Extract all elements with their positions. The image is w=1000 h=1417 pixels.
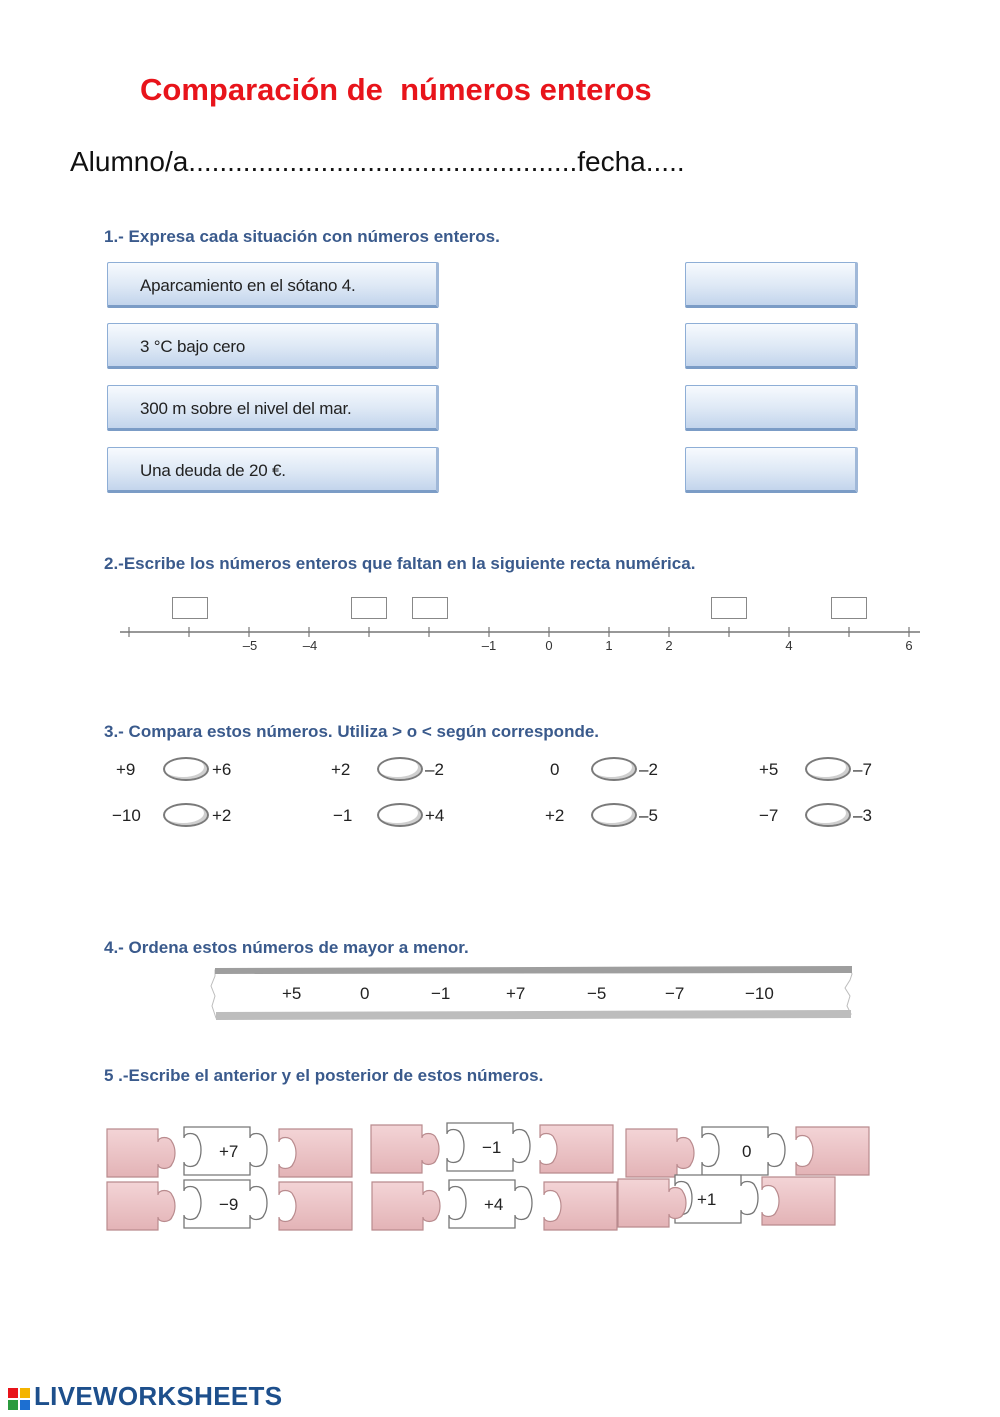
puzzle-answer-before[interactable] (370, 1124, 450, 1174)
compare-right-number: –2 (639, 760, 658, 779)
number-line-label: 6 (905, 638, 913, 653)
logo-icon (8, 1386, 30, 1408)
puzzle-answer-before[interactable] (106, 1128, 186, 1178)
number-line-input-box[interactable] (351, 597, 387, 619)
puzzle-answer-after[interactable] (539, 1124, 615, 1174)
compare-left-number: +9 (116, 760, 136, 779)
puzzle-answer-after[interactable] (278, 1128, 354, 1178)
order-number: +7 (506, 984, 526, 1003)
section5-heading: 5 .-Escribe el anterior y el posterior de estos números. (104, 1066, 544, 1085)
situation-text: Aparcamiento en el sótano 4. (140, 276, 356, 295)
compare-left-number: −10 (112, 806, 141, 825)
situation-text: Una deuda de 20 €. (140, 461, 286, 480)
compare-right-number: +4 (425, 806, 445, 825)
puzzle-answer-before[interactable] (625, 1128, 705, 1178)
section3-heading: 3.- Compara estos números. Utiliza > o < según corresponde. (104, 722, 600, 741)
order-number: 0 (360, 984, 370, 1003)
situation-card (107, 262, 439, 308)
puzzle-number: −9 (219, 1195, 239, 1214)
puzzle-number: +4 (484, 1195, 504, 1214)
situation-text: 300 m sobre el nivel del mar. (140, 399, 352, 418)
order-number: +5 (282, 984, 302, 1003)
number-line-input-box[interactable] (172, 597, 208, 619)
compare-right-number: +6 (212, 760, 232, 779)
number-line-label: –5 (242, 638, 258, 653)
order-number: −10 (745, 984, 774, 1003)
puzzle-answer-before[interactable] (617, 1178, 697, 1228)
puzzle-answer-before[interactable] (106, 1181, 186, 1231)
compare-answer-oval[interactable] (377, 757, 423, 781)
puzzle-number: +7 (219, 1142, 239, 1161)
number-line-input-box[interactable] (711, 597, 747, 619)
answer-box-2[interactable] (685, 323, 858, 369)
answer-box-1[interactable] (685, 262, 858, 308)
compare-right-number: –2 (425, 760, 444, 779)
number-line-label: –4 (302, 638, 318, 653)
answer-box-4[interactable] (685, 447, 858, 493)
section2-heading: 2.-Escribe los números enteros que faltan en la siguiente recta numérica. (104, 554, 696, 573)
number-line-label: 1 (605, 638, 613, 653)
compare-left-number: −7 (759, 806, 779, 825)
puzzle-answer-after[interactable] (278, 1181, 354, 1231)
compare-answer-oval[interactable] (805, 803, 851, 827)
order-number: −1 (431, 984, 451, 1003)
compare-answer-oval[interactable] (805, 757, 851, 781)
number-line (115, 620, 925, 644)
page-title: Comparación de números enteros (140, 72, 652, 107)
logo-text: LIVEWORKSHEETS (34, 1381, 283, 1411)
compare-answer-oval[interactable] (591, 757, 637, 781)
puzzle-answer-after[interactable] (795, 1126, 871, 1176)
compare-right-number: –3 (853, 806, 872, 825)
section4-heading: 4.- Ordena estos números de mayor a menor. (104, 938, 469, 957)
number-line-label: 0 (545, 638, 553, 653)
situation-text: 3 °C bajo cero (140, 337, 246, 356)
order-number: −5 (587, 984, 607, 1003)
compare-answer-oval[interactable] (163, 803, 209, 827)
compare-right-number: +2 (212, 806, 232, 825)
number-line-label: 2 (665, 638, 673, 653)
number-line-label: –1 (481, 638, 497, 653)
puzzle-answer-after[interactable] (543, 1181, 619, 1231)
situation-card (107, 385, 439, 431)
number-line-input-box[interactable] (831, 597, 867, 619)
puzzle-answer-after[interactable] (761, 1176, 837, 1226)
situation-card (107, 447, 439, 493)
student-name-line: Alumno/a..................................................fecha..... (70, 146, 685, 177)
compare-left-number: 0 (550, 760, 560, 779)
puzzle-answer-before[interactable] (371, 1181, 451, 1231)
order-number: −7 (665, 984, 685, 1003)
liveworksheets-logo (8, 1381, 282, 1412)
number-line-input-box[interactable] (412, 597, 448, 619)
puzzle-number: 0 (742, 1142, 752, 1161)
compare-right-number: –7 (853, 760, 872, 779)
compare-left-number: +2 (545, 806, 565, 825)
compare-left-number: +5 (759, 760, 779, 779)
compare-left-number: +2 (331, 760, 351, 779)
compare-left-number: −1 (333, 806, 353, 825)
number-line-label: 4 (785, 638, 793, 653)
compare-right-number: –5 (639, 806, 658, 825)
compare-answer-oval[interactable] (163, 757, 209, 781)
answer-box-3[interactable] (685, 385, 858, 431)
puzzle-number: +1 (697, 1190, 717, 1209)
compare-answer-oval[interactable] (377, 803, 423, 827)
compare-answer-oval[interactable] (591, 803, 637, 827)
situation-card (107, 323, 439, 369)
section1-heading: 1.- Expresa cada situación con números enteros. (104, 227, 500, 246)
puzzle-number: −1 (482, 1138, 502, 1157)
